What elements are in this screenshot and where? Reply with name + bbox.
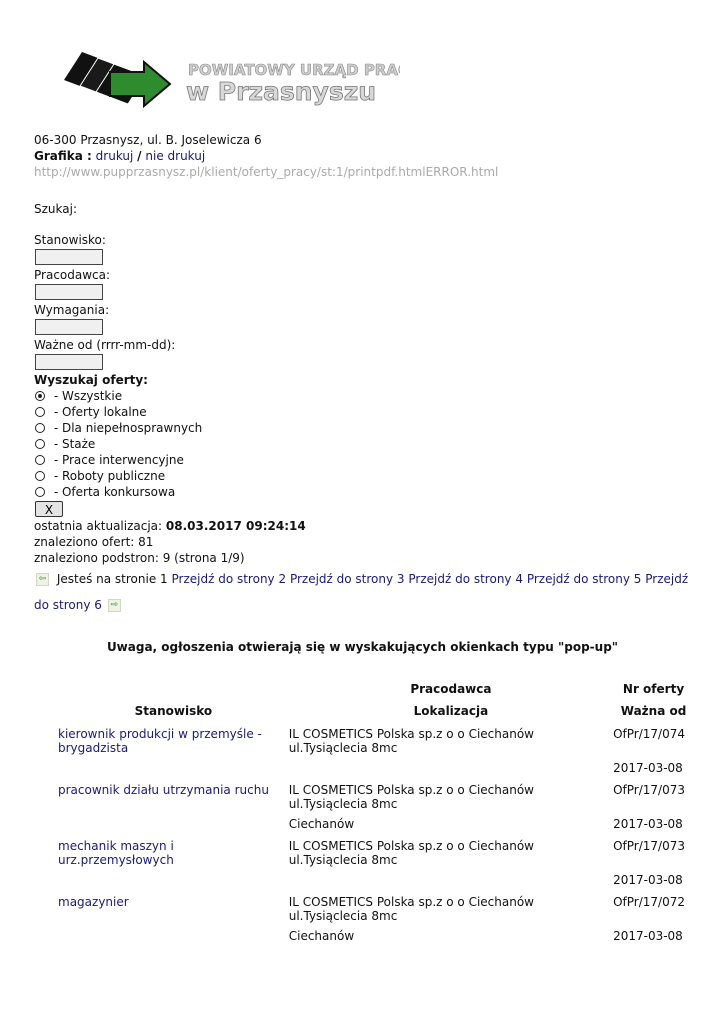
offer-no-cell: OfPr/17/073	[613, 783, 685, 797]
employer-input[interactable]	[35, 284, 103, 300]
col-location: Lokalizacja	[413, 704, 489, 718]
address: 06-300 Przasnysz, ul. B. Joselewicza 6	[34, 133, 262, 147]
offer-link[interactable]: kierownik produkcji w przemyśle -brygadzista	[58, 727, 262, 755]
last-update: ostatnia aktualizacja: 08.03.2017 09:24:14	[34, 519, 306, 533]
graphics-row	[34, 148, 694, 164]
offer-no-cell: OfPr/17/073	[613, 839, 685, 853]
employer-cell: IL COSMETICS Polska sp.z o o Ciechanów ul.Tysiąclecia 8mc	[288, 895, 534, 923]
col-position: Stanowisko	[134, 704, 213, 718]
table-row	[54, 778, 694, 811]
offer-link[interactable]: mechanik maszyn i urz.przemysłowych	[58, 839, 174, 867]
table-row-detail	[54, 755, 694, 778]
separator: /	[137, 149, 142, 163]
option-competition[interactable]: - Oferta konkursowa	[34, 484, 694, 500]
option-public-works[interactable]: - Roboty publiczne	[34, 468, 694, 484]
radio-icon[interactable]	[35, 407, 45, 417]
requirements-label: Wymagania:	[34, 303, 110, 317]
radio-icon[interactable]	[35, 471, 45, 481]
table-row-detail	[54, 923, 694, 946]
employer-cell: IL COSMETICS Polska sp.z o o Ciechanów ul.Tysiąclecia 8mc	[288, 727, 534, 755]
offer-type-options	[34, 388, 694, 500]
option-internships[interactable]: - Staże	[34, 436, 694, 452]
employer-cell: IL COSMETICS Polska sp.z o o Ciechanów ul.Tysiąclecia 8mc	[288, 839, 534, 867]
requirements-input[interactable]	[35, 319, 103, 335]
logo-line1: POWIATOWY URZĄD PRACY	[188, 61, 400, 79]
page-url: http://www.pupprzasnysz.pl/klient/oferty_pracy/st:1/printpdf.htmlERROR.html	[34, 165, 499, 179]
position-label: Stanowisko:	[34, 233, 106, 247]
page-link-2[interactable]: Przejdź do strony 2	[171, 572, 287, 586]
option-local[interactable]: - Oferty lokalne	[34, 404, 694, 420]
table-row-detail	[54, 867, 694, 890]
option-disabled[interactable]: - Dla niepełnosprawnych	[34, 420, 694, 436]
pagination	[34, 566, 699, 618]
offers-heading: Wyszukaj oferty:	[34, 373, 148, 387]
employer-label: Pracodawca:	[34, 268, 111, 282]
location-cell: Ciechanów	[288, 929, 355, 943]
offer-no-cell: OfPr/17/074	[613, 727, 685, 741]
valid-from-cell: 2017-03-08	[613, 873, 683, 887]
table-row	[54, 834, 694, 867]
col-valid-from: Ważna od	[620, 704, 687, 718]
prev-arrow-icon[interactable]: ⇦	[36, 573, 49, 586]
next-arrow-icon[interactable]: ⇨	[108, 599, 121, 612]
noprint-link[interactable]: nie drukuj	[145, 149, 206, 163]
page-link-3[interactable]: Przejdź do strony 3	[289, 572, 405, 586]
popup-notice: Uwaga, ogłoszenia otwierają się w wyskakujących okienkach typu "pop-up"	[106, 640, 619, 654]
offer-no-cell: OfPr/17/072	[613, 895, 685, 909]
option-all[interactable]: - Wszystkie	[34, 388, 694, 404]
logo-graphic	[60, 48, 400, 110]
table-row	[54, 890, 694, 923]
header-row-2	[54, 700, 694, 722]
found-pages: znaleziono podstron: 9 (strona 1/9)	[34, 551, 245, 565]
option-intervention[interactable]: - Prace interwencyjne	[34, 452, 694, 468]
radio-icon[interactable]	[35, 455, 45, 465]
table-row	[54, 722, 694, 755]
radio-icon[interactable]	[35, 439, 45, 449]
graphics-label: Grafika :	[34, 149, 92, 163]
location-cell	[289, 755, 613, 778]
search-title: Szukaj:	[34, 202, 77, 216]
print-link[interactable]: drukuj	[95, 149, 134, 163]
col-employer: Pracodawca	[410, 682, 492, 696]
location-cell	[289, 867, 613, 890]
found-offers: znaleziono ofert: 81	[34, 535, 154, 549]
offers-table	[54, 678, 694, 946]
page-link-6[interactable]: Przejdź do strony 6	[34, 572, 689, 612]
last-update-value: 08.03.2017 09:24:14	[165, 519, 306, 533]
logo-line2: w Przasnyszu	[186, 77, 377, 106]
offer-link[interactable]: magazynier	[58, 895, 129, 909]
valid-from-cell: 2017-03-08	[613, 761, 683, 775]
position-input[interactable]	[35, 249, 103, 265]
location-cell: Ciechanów	[288, 817, 355, 831]
valid-from-cell: 2017-03-08	[613, 817, 683, 831]
current-page: Jesteś na stronie 1	[56, 572, 168, 586]
table-row-detail	[54, 811, 694, 834]
office-logo	[60, 48, 400, 110]
search-button[interactable]: X	[35, 501, 63, 517]
valid-from-label: Ważne od (rrrr-mm-dd):	[34, 338, 176, 352]
col-offer-no: Nr oferty	[622, 682, 685, 696]
main-content	[34, 132, 694, 618]
header-row-1	[54, 678, 694, 700]
valid-from-cell: 2017-03-08	[613, 929, 683, 943]
radio-icon[interactable]	[35, 423, 45, 433]
page-link-5[interactable]: Przejdź do strony 5	[526, 572, 642, 586]
employer-cell: IL COSMETICS Polska sp.z o o Ciechanów ul.Tysiąclecia 8mc	[288, 783, 534, 811]
offer-link[interactable]: pracownik działu utrzymania ruchu	[58, 783, 269, 797]
radio-icon[interactable]	[35, 487, 45, 497]
radio-selected-icon[interactable]	[35, 391, 45, 401]
page-link-4[interactable]: Przejdź do strony 4	[408, 572, 523, 586]
valid-from-input[interactable]	[35, 354, 103, 370]
